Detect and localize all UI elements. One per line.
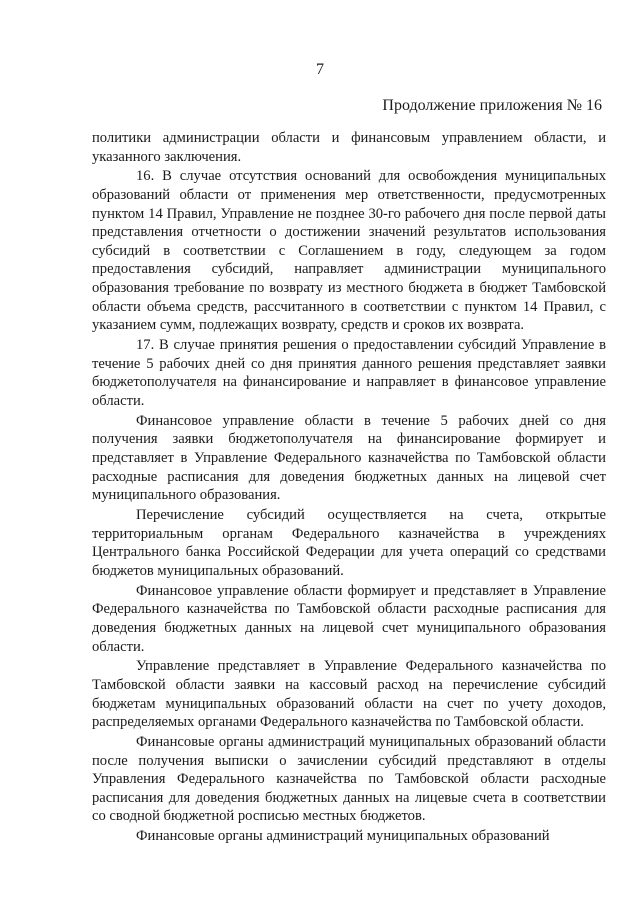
paragraph-clause-17: 17. В случае принятия решения о предоставлении субсидий Управление в течение 5 рабочих дней со дня принятия данного решения представляет заявки бюджетополучателя на финансирование и направляет в финансовое управление области. <box>92 337 606 409</box>
paragraph-municipal-finance-bodies: Финансовые органы администраций муниципальных образований области после получения выписки о зачислении субсидий представляют в отделы Управления Федерального казначейства по Тамбовской области расходные расписания для доведения бюджетных данных на лицевые счета в соответствии со сводной бюджетной росписью местных бюджетов. <box>92 734 606 825</box>
paragraph-cash-expense-requests: Управление представляет в Управление Федерального казначейства по Тамбовской области заявки на кассовый расход на перечисление субсидий бюджетам муниципальных образований области на счет по учету доходов, распределяемых органами Федерального казначейства по Тамбовской области. <box>92 658 606 731</box>
paragraph-transfer-of-subsidies: Перечисление субсидий осуществляется на счета, открытые территориальным органам Федерального казначейства в учреждениях Центрального банка Российской Федерации для учета операций со средствами бюджетов муниципальных образований. <box>92 507 606 579</box>
paragraph-trailing: Финансовые органы администраций муниципальных образований <box>136 828 550 845</box>
appendix-continuation-heading: Продолжение приложения № 16 <box>382 97 602 114</box>
paragraph-continued: политики администрации области и финансовым управлением области, и указанного заключения. <box>92 130 606 165</box>
paragraph-clause-16: 16. В случае отсутствия оснований для освобождения муниципальных образований области от применения мер ответственности, предусмотренных пунктом 14 Правил, Управление не позднее 30-го рабочего дня после первой даты представления отчетности о достижении значений результатов использования субсидий в соответствии с Соглашением в году, следующем за годом предоставления субсидий, направляет администрации муниципального образования требование по возврату из местного бюджета в бюджет Тамбовской области объема средств, рассчитанного в соответствии с пунктом 14 Правил, с указанием сумм, подлежащих возврату, средств и сроков их возврата. <box>92 168 606 334</box>
page-number: 7 <box>316 61 324 78</box>
paragraph-expense-schedules: Финансовое управление области формирует и представляет в Управление Федерального казначейства по Тамбовской области расходные расписания для доведения бюджетных данных на лицевой счет муниципального образования области. <box>92 582 606 655</box>
paragraph-financial-department: Финансовое управление области в течение 5 рабочих дней со дня получения заявки бюджетополучателя на финансирование формирует и представляет в Управление Федерального казначейства по Тамбовской области расходные расписания для доведения бюджетных данных на лицевой счет муниципального образования. <box>92 412 606 504</box>
document-body <box>92 129 606 847</box>
